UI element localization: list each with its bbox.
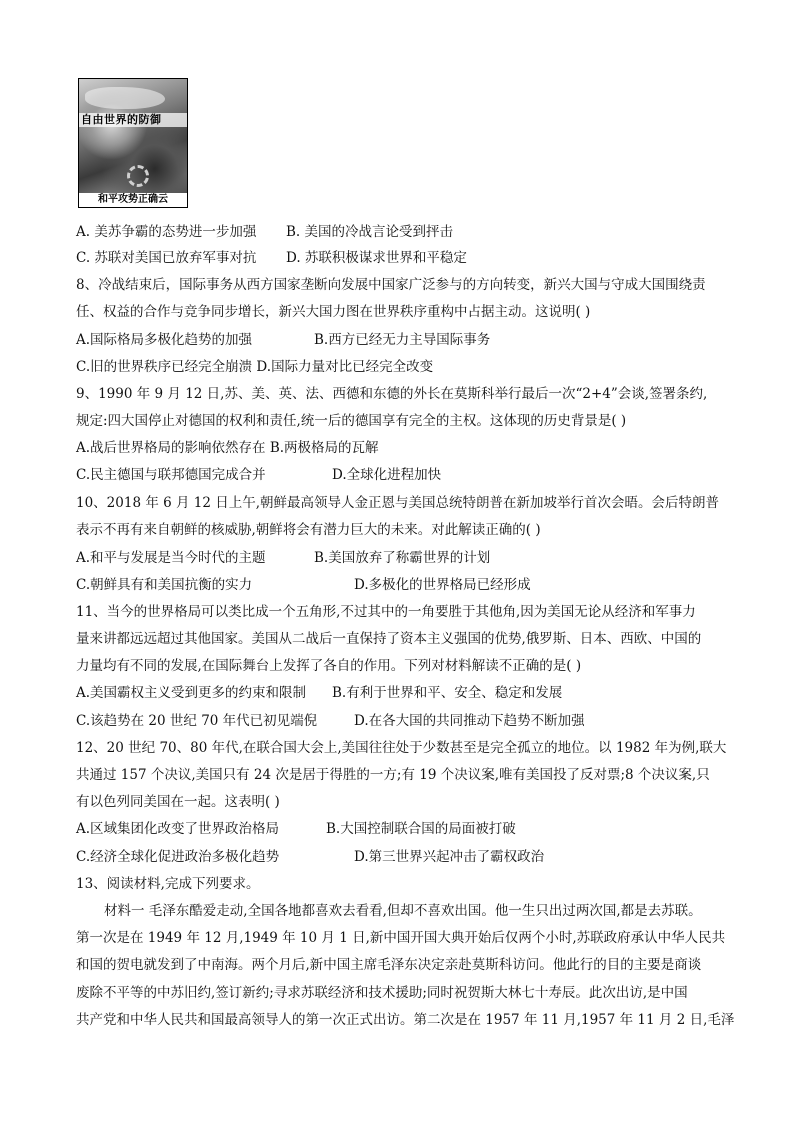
q12-option-d: D.第三世界兴起冲击了霸权政治 (354, 849, 545, 865)
q12-option-a: A.区域集团化改变了世界政治格局 (76, 821, 280, 837)
q13-material-line-5: 共产党和中华人民共和国最高领导人的第一次正式出访。第二次是在 1957 年 11 月,1957 年 11 月 2 日,毛泽 (76, 1012, 735, 1028)
q13-stem-line-1: 13、阅读材料,完成下列要求。 (76, 876, 260, 892)
cartoon-image (78, 78, 188, 208)
q12-option-b: B.大国控制联合国的局面被打破 (326, 821, 516, 837)
q10-options-ab (76, 545, 726, 571)
q10-stem-line-1: 10、2018 年 6 月 12 日上午,朝鲜最高领导人金正恩与美国总统特朗普在新加坡举行首次会晤。会后特朗普 (76, 495, 720, 511)
q11-stem-line-3: 力量均有不同的发展,在国际舞台上发挥了各自的作用。下列对材料解读不正确的是( ) (76, 658, 582, 674)
q8-options-ab (76, 327, 726, 353)
q13-material-line-3: 和国的贺电就发到了中南海。两个月后,新中国主席毛泽东决定亲赴莫斯科访问。他此行的目的主要是商谈 (76, 957, 702, 973)
q10-option-b: B.美国放弃了称霸世界的计划 (314, 550, 491, 566)
q10-stem-line-2: 表示不再有来自朝鲜的核威胁,朝鲜将会有潜力巨大的未来。对此解读正确的( ) (76, 522, 541, 538)
q8-stem-line-2: 任、权益的合作与竞争同步增长，新兴大国力图在世界秩序重构中占据主动。这说明( ) (76, 304, 591, 320)
q9-option-d: D.全球化进程加快 (332, 467, 442, 483)
q12-stem-line-1: 12、20 世纪 70、80 年代,在联合国大会上,美国往往处于少数甚至是完全孤立的地位。以 1982 年为例,联大 (76, 740, 727, 756)
q11-stem-line-2: 量来讲都远远超过其他国家。美国从二战后一直保持了资本主义强国的优势,俄罗斯、日本、西欧、中国的 (76, 631, 702, 647)
q8-option-b: B.西方已经无力主导国际事务 (314, 332, 491, 348)
q7-option-c: C. 苏联对美国已放弃军事对抗 (76, 250, 257, 266)
q7-options-cd (76, 245, 726, 271)
q9-options-ab: A.战后世界格局的影响依然存在 B.两极格局的瓦解 (76, 440, 379, 456)
gear-shape (127, 165, 149, 187)
q13-material-line-1: 材料一 毛泽东酷爱走动,全国各地都喜欢去看看,但却不喜欢出国。他一生只出过两次国,都是去苏联。 (104, 903, 702, 919)
q7-option-a: A. 美苏争霸的态势进一步加强 (76, 224, 257, 240)
q13-material-line-2: 第一次是在 1949 年 12 月,1949 年 10 月 1 日,新中国开国大典开始后仅两个小时,苏联政府承认中华人民共 (76, 930, 726, 946)
q10-options-cd (76, 572, 726, 598)
q12-options-cd (76, 844, 726, 870)
q12-stem-line-2: 共通过 157 个决议,美国只有 24 次是居于得胜的一方;有 19 个决议案,唯有美国投了反对票;8 个决议案,只 (76, 767, 710, 783)
q9-option-c: C.民主德国与联邦德国完成合并 (76, 467, 266, 483)
q11-options-cd (76, 708, 726, 734)
q7-option-d: D. 苏联积极谋求世界和平稳定 (286, 250, 467, 266)
q11-options-ab (76, 680, 726, 706)
q8-stem-line-1: 8、冷战结束后，国际事务从西方国家垄断向发展中国家广泛参与的方向转变，新兴大国与守成大国围绕责 (76, 277, 706, 293)
q10-option-c: C.朝鲜具有和美国抗衡的实力 (76, 577, 253, 593)
q11-option-b: B.有利于世界和平、安全、稳定和发展 (332, 685, 563, 701)
q11-option-c: C.该趋势在 20 世纪 70 年代已初见端倪 (76, 713, 318, 729)
q11-option-a: A.美国霸权主义受到更多的约束和限制 (76, 685, 307, 701)
q8-option-a: A.国际格局多极化趋势的加强 (76, 332, 253, 348)
q10-option-a: A.和平与发展是当今时代的主题 (76, 550, 266, 566)
q12-option-c: C.经济全球化促进政治多极化趋势 (76, 849, 280, 865)
q7-options-ab (76, 219, 726, 245)
q9-options-cd (76, 462, 726, 488)
q13-material-line-4: 废除不平等的中苏旧约,签订新约;寻求苏联经济和技术援助;同时祝贺斯大林七十寿辰。此次出访,是中国 (76, 985, 688, 1001)
cartoon-title: 自由世界的防御 (81, 113, 162, 126)
q12-stem-line-3: 有以色列同美国在一起。这表明( ) (76, 794, 280, 810)
q11-stem-line-1: 11、当今的世界格局可以类比成一个五角形,不过其中的一角要胜于其他角,因为美国无论从经济和军事力 (76, 604, 696, 620)
q11-option-d: D.在各大国的共同推动下趋势不断加强 (354, 713, 585, 729)
q7-option-b: B. 美国的冷战言论受到抨击 (286, 224, 454, 240)
q9-stem-line-2: 规定:四大国停止对德国的权利和责任,统一后的德国享有完全的主权。这体现的历史背景是( ) (76, 413, 627, 429)
cartoon-caption: 和平攻势正确云 (79, 193, 187, 207)
q9-stem-line-1: 9、1990 年 9 月 12 日,苏、美、英、法、西德和东德的外长在莫斯科举行最后一次“2+4”会谈,签署条约, (76, 386, 708, 402)
q10-option-d: D.多极化的世界格局已经形成 (354, 577, 531, 593)
q12-options-ab (76, 816, 726, 842)
q8-options-cd: C.旧的世界秩序已经完全崩溃 D.国际力量对比已经完全改变 (76, 359, 434, 375)
cartoon-shape (85, 87, 165, 109)
